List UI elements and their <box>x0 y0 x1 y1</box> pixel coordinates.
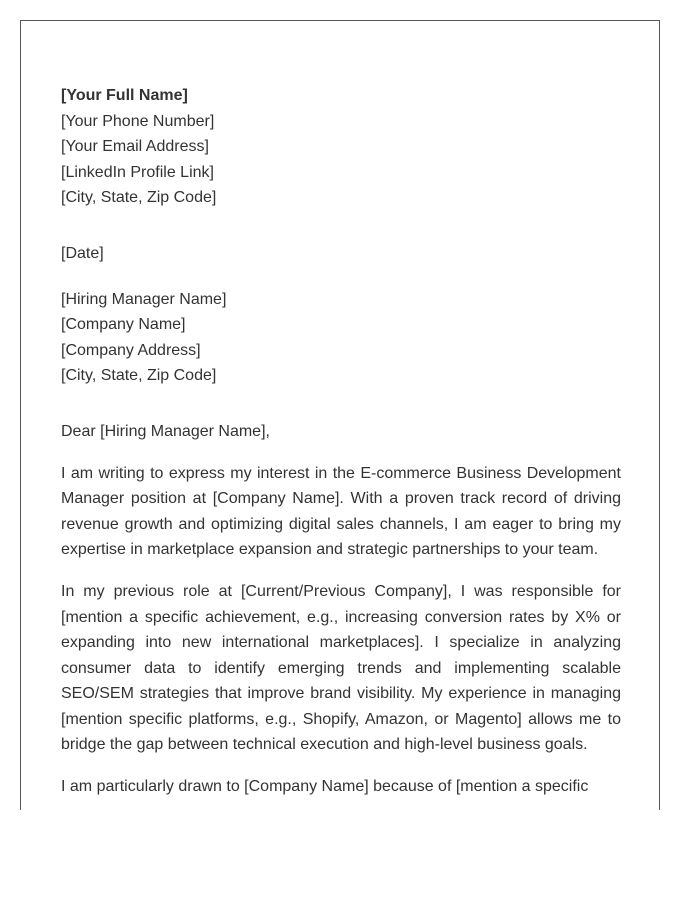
letter-content <box>61 83 621 800</box>
recipient-manager: [Hiring Manager Name] <box>61 290 227 308</box>
sender-city: [City, State, Zip Code] <box>61 189 217 207</box>
sender-phone: [Your Phone Number] <box>61 112 215 130</box>
body-paragraph-intro: I am writing to express my interest in the E-commerce Business Development Manager position at [Company Name]. With a proven track record of driving revenue growth and optimizing digital sales channels, I am eager to bring my expertise in marketplace expansion and strategic partnerships to your team. <box>61 464 621 559</box>
recipient-block <box>61 287 621 389</box>
recipient-city: [City, State, Zip Code] <box>61 367 217 385</box>
sender-block <box>61 83 621 211</box>
body-paragraph-experience: In my previous role at [Current/Previous Company], I was responsible for [mention a specific achievement, e.g., increasing conversion rates by X% or expanding into new international marketplaces]. I specialize in analyzing consumer data to identify emerging trends and implementing scalable SEO/SEM strategies that improve brand visibility. My experience in managing [mention specific platforms, e.g., Shopify, Amazon, or Magento] allows me to bridge the gap between technical execution and high-level business goals. <box>61 582 621 754</box>
letter-page <box>20 20 660 810</box>
date-block <box>61 241 621 267</box>
salutation-text: Dear [Hiring Manager Name], <box>61 422 270 440</box>
recipient-company: [Company Name] <box>61 316 186 334</box>
recipient-address: [Company Address] <box>61 341 201 359</box>
sender-email: [Your Email Address] <box>61 138 209 156</box>
salutation <box>61 419 621 445</box>
sender-name: [Your Full Name] <box>61 87 188 104</box>
sender-linkedin: [LinkedIn Profile Link] <box>61 163 214 181</box>
letter-date: [Date] <box>61 244 104 262</box>
body-paragraph-company: I am particularly drawn to [Company Name] because of [mention a specific <box>61 778 589 796</box>
